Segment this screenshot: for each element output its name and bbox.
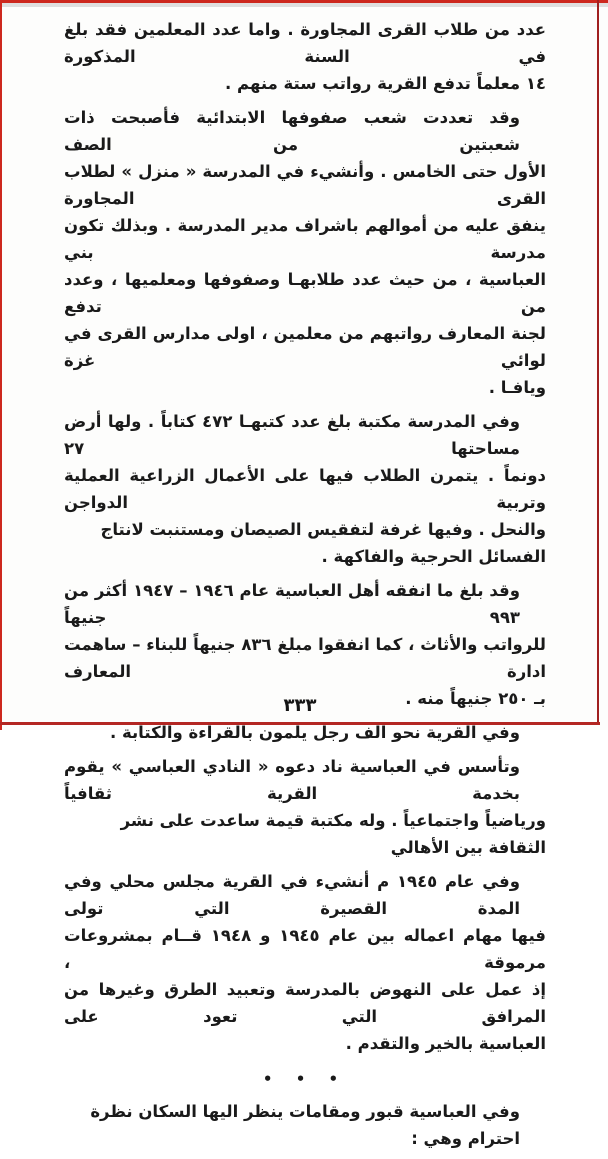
text-line: ورياضياً واجتماعياً . وله مكتبة قيمة ساعدت على نشر الثقافة بين الأهالي bbox=[120, 811, 546, 857]
paragraph bbox=[64, 753, 546, 861]
text-line: وفي عام ١٩٤٥ م أنشيء في القرية مجلس محلي وفي المدة القصيرة التي تولى bbox=[64, 872, 520, 918]
text-line: ١٤ معلماً تدفع القرية رواتب ستة منهم . bbox=[225, 74, 546, 93]
text-line: لجنة المعارف رواتبهم من معلمين ، اولى مدارس القرى في لوائي غزة bbox=[64, 324, 546, 370]
text-line: عدد من طلاب القرى المجاورة . واما عدد المعلمين فقد بلغ في السنة المذكورة bbox=[64, 20, 546, 66]
scan-gray-line bbox=[0, 3, 608, 7]
paragraph bbox=[64, 104, 546, 401]
text-line: العباسية بالخير والتقدم . bbox=[345, 1034, 546, 1053]
text-line: إذ عمل على النهوض بالمدرسة وتعبيد الطرق وغيرها من المرافق التي تعود على bbox=[64, 980, 546, 1026]
text-line: وفي المدرسة مكتبة بلغ عدد كتبهـا ٤٧٢ كتاباً . ولها أرض مساحتها ٢٧ bbox=[64, 412, 520, 458]
text-line: للرواتب والأثاث ، كما انفقوا مبلغ ٨٣٦ جنيهاً للبناء – ساهمت ادارة المعارف bbox=[64, 635, 546, 681]
text-line: والنحل . وفيها غرفة لتفقيس الصيصان ومستنبت لانتاج الفسائل الحرجية والفاكهة . bbox=[100, 520, 546, 566]
text-line: وفي العباسية قبور ومقامات ينظر اليها السكان نظرة احترام وهي : bbox=[90, 1102, 520, 1148]
text-line: بـ ٢٥٠ جنيهاً منه . bbox=[405, 689, 546, 708]
text-line: العباسية ، من حيث عدد طلابهـا وصفوفها ومعلميها ، وعدد من تدفع bbox=[64, 270, 546, 316]
page-number: ٣٣٣ bbox=[283, 695, 317, 716]
frame-left-border bbox=[0, 0, 2, 730]
frame-right-border bbox=[597, 0, 599, 725]
paragraph bbox=[64, 577, 546, 712]
paragraph bbox=[64, 408, 546, 570]
text-line: ويافـا . bbox=[488, 378, 546, 397]
paragraph bbox=[64, 719, 546, 746]
text-blocks bbox=[64, 16, 546, 1159]
text-line: وقد تعددت شعب صفوفها الابتدائية فأصبحت ذات شعبتين من الصف bbox=[64, 108, 520, 154]
paragraph bbox=[64, 16, 546, 97]
section-separator: • • • bbox=[262, 1070, 348, 1088]
text-line: فيها مهام اعماله بين عام ١٩٤٥ و ١٩٤٨ قــام بمشروعات مرموقة ، bbox=[64, 926, 546, 972]
text-line: دونماً . يتمرن الطلاب فيها على الأعمال الزراعية العملية وتربية الدواجن bbox=[64, 466, 546, 512]
text-line: الأول حتى الخامس . وأنشيء في المدرسة « منزل » لطلاب القرى المجاورة bbox=[64, 162, 546, 208]
text-line: وتأسس في العباسية ناد دعوه « النادي العباسي » يقوم بخدمة القرية ثقافياً bbox=[64, 757, 520, 803]
text-line: وفي القرية نحو الف رجل يلمون بالقراءة والكتابة . bbox=[109, 723, 520, 742]
text-line: ينفق عليه من أموالهم باشراف مدير المدرسة . وبذلك تكون مدرسة بني bbox=[64, 216, 546, 262]
paragraph bbox=[64, 868, 546, 1057]
paragraph bbox=[64, 1098, 546, 1152]
text-line: وقد بلغ ما انفقه أهل العباسية عام ١٩٤٦ – ١٩٤٧ أكثر من ٩٩٣ جنيهاً bbox=[64, 581, 520, 627]
